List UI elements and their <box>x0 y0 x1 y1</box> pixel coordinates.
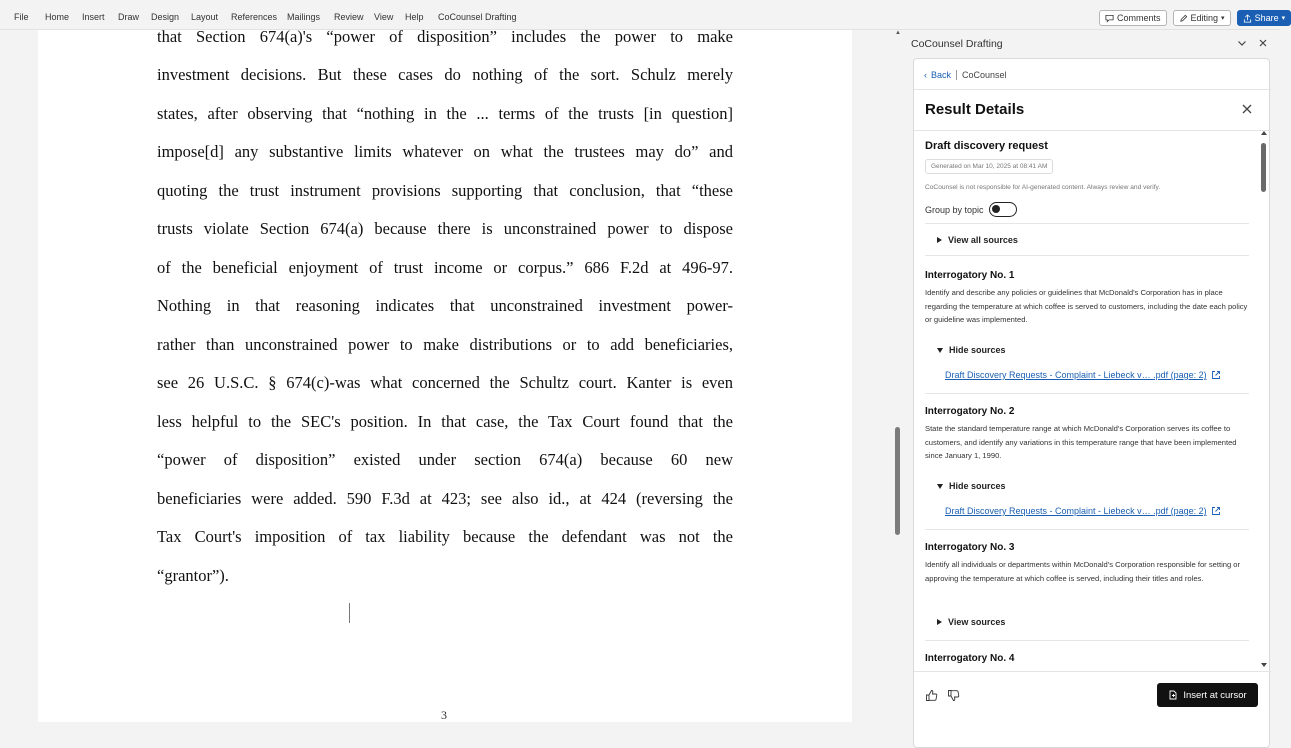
document-line[interactable]: investment decisions. But these cases do nothing of the sort. Schulz merely <box>157 65 733 84</box>
panel-scrollbar[interactable] <box>1260 131 1268 669</box>
document-line[interactable]: that Section 674(a)'s “power of disposition” includes the power to make <box>157 27 733 46</box>
divider <box>925 529 1249 530</box>
document-line[interactable]: rather than unconstrained power to make distributions or to add beneficiaries, <box>157 335 733 354</box>
caret-down-icon <box>937 348 943 353</box>
tab-help[interactable]: Help <box>405 12 424 22</box>
external-link-icon <box>1211 370 1221 380</box>
comments-button[interactable] <box>1099 10 1167 26</box>
scroll-up-icon[interactable]: ▲ <box>895 30 901 36</box>
hide-sources-button[interactable] <box>937 345 1006 355</box>
page-number: 3 <box>441 708 447 722</box>
view-sources-button[interactable] <box>937 617 1005 627</box>
tab-file[interactable]: File <box>14 12 29 22</box>
text-cursor <box>349 603 350 623</box>
divider <box>925 393 1249 394</box>
hide-sources-button[interactable] <box>937 481 1006 491</box>
group-by-topic-row <box>925 202 1017 217</box>
document-line[interactable]: less helpful to the SEC's position. In that case, the Tax Court found that the <box>157 412 733 431</box>
document-line[interactable]: states, after observing that “nothing in the ... terms of the trusts [in question] <box>157 104 733 123</box>
group-by-topic-toggle[interactable] <box>989 202 1017 217</box>
divider <box>914 89 1271 90</box>
interrogatory-body: Identify and describe any policies or guidelines that McDonald's Corporation has in place regarding the temperature at which coffee is served to customers, including the date each policy or guideline was implemented. <box>925 288 1248 325</box>
editing-mode-button[interactable] <box>1173 10 1231 26</box>
document-line[interactable]: impose[d] any substantive limits whatever on what the trustees may do” and <box>157 142 733 161</box>
close-icon[interactable] <box>1257 37 1269 49</box>
draft-title: Draft discovery request <box>925 140 1048 152</box>
source-link[interactable] <box>945 370 1221 380</box>
divider <box>925 640 1249 641</box>
generated-badge: Generated on Mar 10, 2025 at 08:41 AM <box>925 159 1053 174</box>
back-link[interactable] <box>924 70 951 80</box>
cocounsel-panel <box>902 30 1280 722</box>
tab-references[interactable]: References <box>231 12 278 22</box>
caret-down-icon <box>937 484 943 489</box>
breadcrumb-separator <box>956 70 957 80</box>
back-label: Back <box>931 70 952 80</box>
view-all-sources-button[interactable] <box>937 235 1018 245</box>
caret-right-icon <box>937 619 942 625</box>
share-icon <box>1243 14 1252 23</box>
external-link-icon <box>1211 506 1221 516</box>
breadcrumb <box>924 70 1007 80</box>
panel-scrollbar-thumb[interactable] <box>1261 143 1266 192</box>
comments-label: Comments <box>1117 13 1161 23</box>
interrogatory-body: Identify all individuals or departments within McDonald's Corporation responsible for setting or approving the temperature at which coffee is served, including their titles and roles. <box>925 560 1241 583</box>
document-line[interactable]: see 26 U.S.C. § 674(c)-was what concerned the Schultz court. Kanter is even <box>157 373 733 392</box>
thumbs-up-icon[interactable] <box>925 689 938 702</box>
view-sources-label: View sources <box>948 617 1006 627</box>
document-line[interactable]: Nothing in that reasoning indicates that unconstrained investment power- <box>157 296 733 315</box>
view-all-sources-label: View all sources <box>948 235 1018 245</box>
thumbs-down-icon[interactable] <box>947 689 960 702</box>
scroll-down-icon[interactable] <box>1261 663 1267 667</box>
divider <box>914 671 1271 672</box>
document-line[interactable]: “grantor”). <box>157 566 229 585</box>
chevron-down-icon[interactable] <box>1236 37 1248 49</box>
tab-review[interactable]: Review <box>334 12 364 22</box>
toggle-knob <box>992 205 1000 213</box>
document-line[interactable]: of the beneficial enjoyment of trust income or corpus.” 686 F.2d at 496-97. <box>157 258 733 277</box>
caret-right-icon <box>937 237 942 243</box>
tab-cocounsel-drafting[interactable]: CoCounsel Drafting <box>438 12 517 22</box>
editing-label: Editing <box>1190 13 1219 23</box>
chevron-left-icon: ‹ <box>924 70 927 80</box>
panel-title: CoCounsel Drafting <box>911 38 1003 50</box>
document-scrollbar-thumb[interactable] <box>895 427 900 535</box>
tab-design[interactable]: Design <box>151 12 180 22</box>
ribbon-menubar <box>0 0 1286 30</box>
disclaimer-text: CoCounsel is not responsible for AI-generated content. Always review and verify. <box>925 184 1161 191</box>
document-area[interactable] <box>0 27 894 722</box>
hide-sources-label: Hide sources <box>949 345 1006 355</box>
interrogatory-title: Interrogatory No. 2 <box>925 406 1015 417</box>
tab-home[interactable]: Home <box>45 12 70 22</box>
tab-mailings[interactable]: Mailings <box>287 12 321 22</box>
tab-insert[interactable]: Insert <box>82 12 105 22</box>
insert-at-cursor-label: Insert at cursor <box>1183 689 1247 701</box>
tab-draw[interactable]: Draw <box>118 12 140 22</box>
result-card <box>913 58 1270 748</box>
document-scrollbar[interactable] <box>894 30 902 722</box>
share-button[interactable] <box>1237 10 1291 26</box>
result-content <box>914 131 1260 671</box>
group-by-topic-label: Group by topic <box>925 204 984 215</box>
feedback-icons <box>925 689 960 702</box>
chevron-down-icon: ▾ <box>1221 15 1225 22</box>
document-line[interactable]: quoting the trust instrument provisions supporting that conclusion, that “these <box>157 181 733 200</box>
divider <box>925 255 1249 256</box>
document-line[interactable]: trusts violate Section 674(a) because there is unconstrained power to dispose <box>157 219 733 238</box>
result-details-title: Result Details <box>925 101 1025 118</box>
interrogatory-title: Interrogatory No. 3 <box>925 542 1015 553</box>
source-link-label: Draft Discovery Requests - Complaint - Liebeck v… .pdf (page: 2) <box>945 370 1207 380</box>
breadcrumb-current: CoCounsel <box>962 70 1007 80</box>
document-line[interactable]: “power of disposition” existed under section 674(a) because 60 new <box>157 450 733 469</box>
divider <box>925 223 1249 224</box>
close-icon[interactable] <box>1241 103 1253 115</box>
source-link[interactable] <box>945 506 1221 516</box>
ribbon-right-controls <box>1099 10 1291 26</box>
interrogatory-title: Interrogatory No. 4 <box>925 653 1015 664</box>
tab-view[interactable]: View <box>374 12 394 22</box>
share-label: Share <box>1254 13 1279 23</box>
pencil-icon <box>1179 14 1188 23</box>
source-link-label: Draft Discovery Requests - Complaint - Liebeck v… .pdf (page: 2) <box>945 506 1207 516</box>
document-line[interactable]: Tax Court's imposition of tax liability because the defendant was not the <box>157 527 733 546</box>
interrogatory-title: Interrogatory No. 1 <box>925 270 1015 281</box>
document-insert-icon <box>1168 690 1178 700</box>
document-line[interactable]: beneficiaries were added. 590 F.3d at 423; see also id., at 424 (reversing the <box>157 489 733 508</box>
interrogatory-body: State the standard temperature range at which McDonald's Corporation serves its coffee to customers, and identify any variations in this temperature range that have been implemented since January 1, 1990. <box>925 424 1237 461</box>
chevron-down-icon: ▾ <box>1281 15 1286 22</box>
tab-layout[interactable]: Layout <box>191 12 219 22</box>
insert-at-cursor-button[interactable] <box>1157 683 1258 707</box>
comment-icon <box>1105 14 1114 23</box>
hide-sources-label: Hide sources <box>949 481 1006 491</box>
scroll-up-icon[interactable] <box>1261 131 1267 135</box>
